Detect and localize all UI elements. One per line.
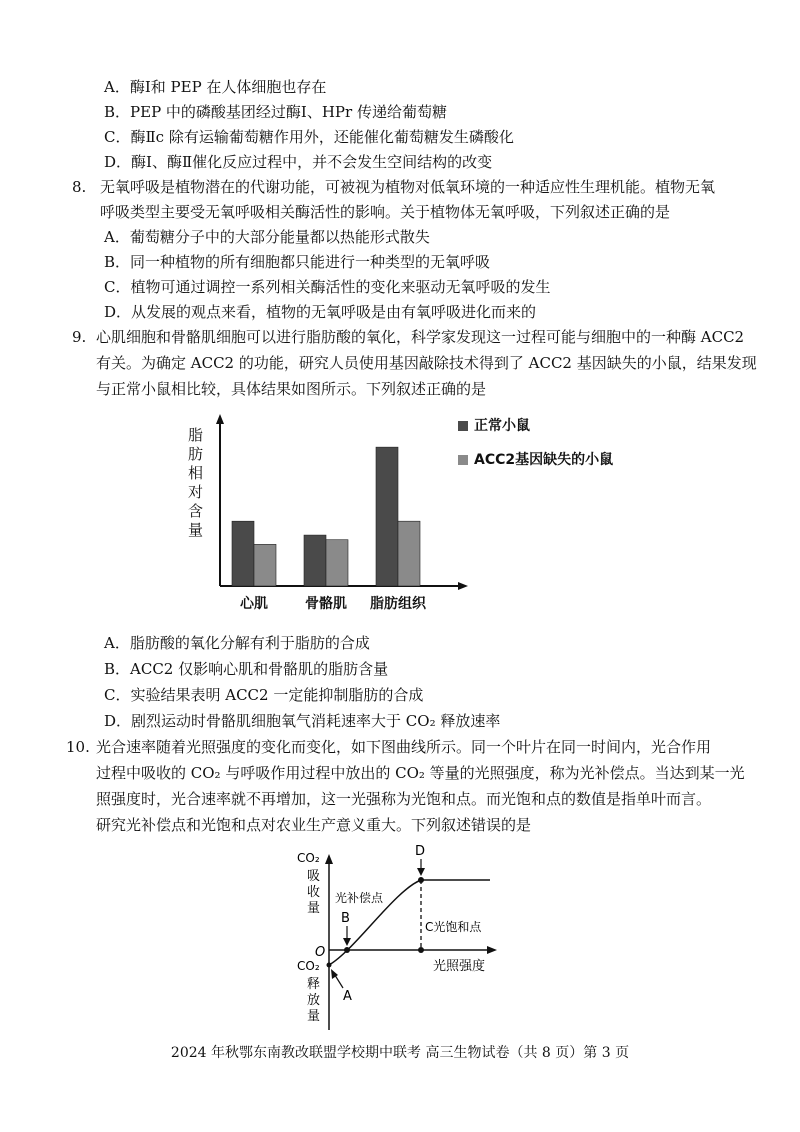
graph-y-arrow bbox=[325, 854, 333, 864]
q9-number: 9. bbox=[72, 328, 87, 346]
q9-option-c: C．实验结果表明 ACC2 一定能抑制脂肪的合成 bbox=[104, 686, 424, 704]
q10-stem-2: 过程中吸收的 CO₂ 与呼吸作用过程中放出的 CO₂ 等量的光照强度，称为光补偿点。当达到某一光 bbox=[96, 764, 745, 782]
bar-1-2 bbox=[398, 521, 420, 586]
y-axis-arrow bbox=[216, 414, 224, 424]
x-tick-label-0: 心肌 bbox=[240, 596, 268, 612]
q9-option-d: D．剧烈运动时骨骼肌细胞氧气消耗速率大于 CO₂ 释放速率 bbox=[104, 712, 501, 730]
q8-option-a: A．葡萄糖分子中的大部分能量都以热能形式散失 bbox=[104, 228, 430, 246]
y-label-char-5: 量 bbox=[188, 521, 204, 539]
graph-absorb-3: 量 bbox=[307, 901, 321, 916]
legend-label-1: ACC2基因缺失的小鼠 bbox=[474, 452, 614, 468]
q10-number: 10. bbox=[66, 738, 90, 756]
q8-stem-2: 呼吸类型主要受无氧呼吸相关酶活性的影响。关于植物体无氧呼吸，下列叙述正确的是 bbox=[100, 203, 671, 221]
label-compensation: 光补偿点 bbox=[335, 891, 384, 905]
x-tick-label-1: 骨骼肌 bbox=[305, 596, 347, 612]
q9-stem-1: 心肌细胞和骨骼肌细胞可以进行脂肪酸的氧化，科学家发现这一过程可能与细胞中的一种酶 ACC2 bbox=[96, 328, 745, 346]
x-axis-arrow bbox=[458, 582, 468, 590]
graph-co2-top: CO₂ bbox=[297, 851, 320, 865]
bar-0-0 bbox=[232, 521, 254, 586]
q8-option-c: C．植物可通过调控一系列相关酶活性的变化来驱动无氧呼吸的发生 bbox=[104, 278, 551, 296]
q8-number: 8. bbox=[72, 178, 87, 196]
graph-release-2: 放 bbox=[307, 993, 321, 1008]
point-c bbox=[418, 947, 424, 953]
label-d: D bbox=[415, 844, 426, 859]
q7-option-b: B．PEP 中的磷酸基团经过酶Ⅰ、HPr 传递给葡萄糖 bbox=[104, 103, 447, 121]
graph-x-arrow bbox=[487, 946, 497, 954]
legend-swatch-1 bbox=[458, 455, 468, 465]
graph-absorb-2: 收 bbox=[307, 885, 321, 900]
q7-option-c: C．酶Ⅱc 除有运输葡萄糖作用外，还能催化葡萄糖发生磷酸化 bbox=[104, 128, 514, 146]
q7-option-a: A．酶Ⅰ和 PEP 在人体细胞也存在 bbox=[104, 78, 327, 96]
q9-option-b: B．ACC2 仅影响心肌和骨骼肌的脂肪含量 bbox=[104, 660, 389, 678]
page-footer: 2024 年秋鄂东南教改联盟学校期中联考 高三生物试卷（共 8 页）第 3 页 bbox=[170, 1045, 630, 1061]
point-b bbox=[344, 947, 350, 953]
q10-stem-3: 照强度时，光合速率就不再增加，这一光强称为光饱和点。而光饱和点的数值是指单叶而言。 bbox=[96, 790, 712, 808]
y-label-char-2: 相 bbox=[188, 464, 204, 482]
y-label-char-0: 脂 bbox=[188, 426, 204, 444]
graph-release-1: 释 bbox=[307, 977, 321, 992]
bar-1-0 bbox=[254, 544, 276, 586]
y-label-char-4: 含 bbox=[188, 502, 204, 520]
legend-swatch-0 bbox=[458, 421, 468, 431]
q9-stem-3: 与正常小鼠相比较，具体结果如图所示。下列叙述正确的是 bbox=[96, 380, 487, 398]
y-label-char-3: 对 bbox=[188, 483, 204, 501]
q8-option-b: B．同一种植物的所有细胞都只能进行一种类型的无氧呼吸 bbox=[104, 253, 491, 271]
point-a bbox=[327, 963, 332, 968]
label-a: A bbox=[343, 989, 352, 1004]
point-d bbox=[418, 877, 424, 883]
q8-stem-1: 无氧呼吸是植物潜在的代谢功能，可被视为植物对低氧环境的一种适应性生理机能。植物无氧 bbox=[100, 178, 716, 196]
q10-stem-1: 光合速率随着光照强度的变化而变化，如下图曲线所示。同一个叶片在同一时间内，光合作用 bbox=[96, 738, 712, 756]
bar-0-1 bbox=[304, 535, 326, 586]
legend-label-0: 正常小鼠 bbox=[474, 418, 530, 434]
q8-option-d: D．从发展的观点来看，植物的无氧呼吸是由有氧呼吸进化而来的 bbox=[104, 303, 537, 321]
q9-stem-2: 有关。为确定 ACC2 的功能，研究人员使用基因敲除技术得到了 ACC2 基因缺失的小鼠，结果发现 bbox=[96, 354, 757, 372]
graph-xlabel: 光照强度 bbox=[433, 959, 486, 974]
graph-absorb-1: 吸 bbox=[307, 869, 321, 884]
x-tick-label-2: 脂肪组织 bbox=[370, 596, 426, 612]
label-saturation: C光饱和点 bbox=[425, 920, 482, 934]
graph-origin: O bbox=[315, 945, 326, 960]
q10-stem-4: 研究光补偿点和光饱和点对农业生产意义重大。下列叙述错误的是 bbox=[96, 816, 532, 834]
q7-option-d: D．酶Ⅰ、酶Ⅱ催化反应过程中，并不会发生空间结构的改变 bbox=[104, 153, 493, 171]
q9-option-a: A．脂肪酸的氧化分解有利于脂肪的合成 bbox=[104, 634, 370, 652]
light-response-graph bbox=[285, 840, 525, 1035]
graph-co2-bottom: CO₂ bbox=[297, 959, 320, 973]
bar-0-2 bbox=[376, 447, 398, 586]
label-b: B bbox=[341, 911, 350, 926]
graph-release-3: 量 bbox=[307, 1009, 321, 1024]
y-label-char-1: 肪 bbox=[188, 445, 204, 463]
bar-1-1 bbox=[326, 540, 348, 586]
fat-content-bar-chart bbox=[180, 410, 650, 620]
